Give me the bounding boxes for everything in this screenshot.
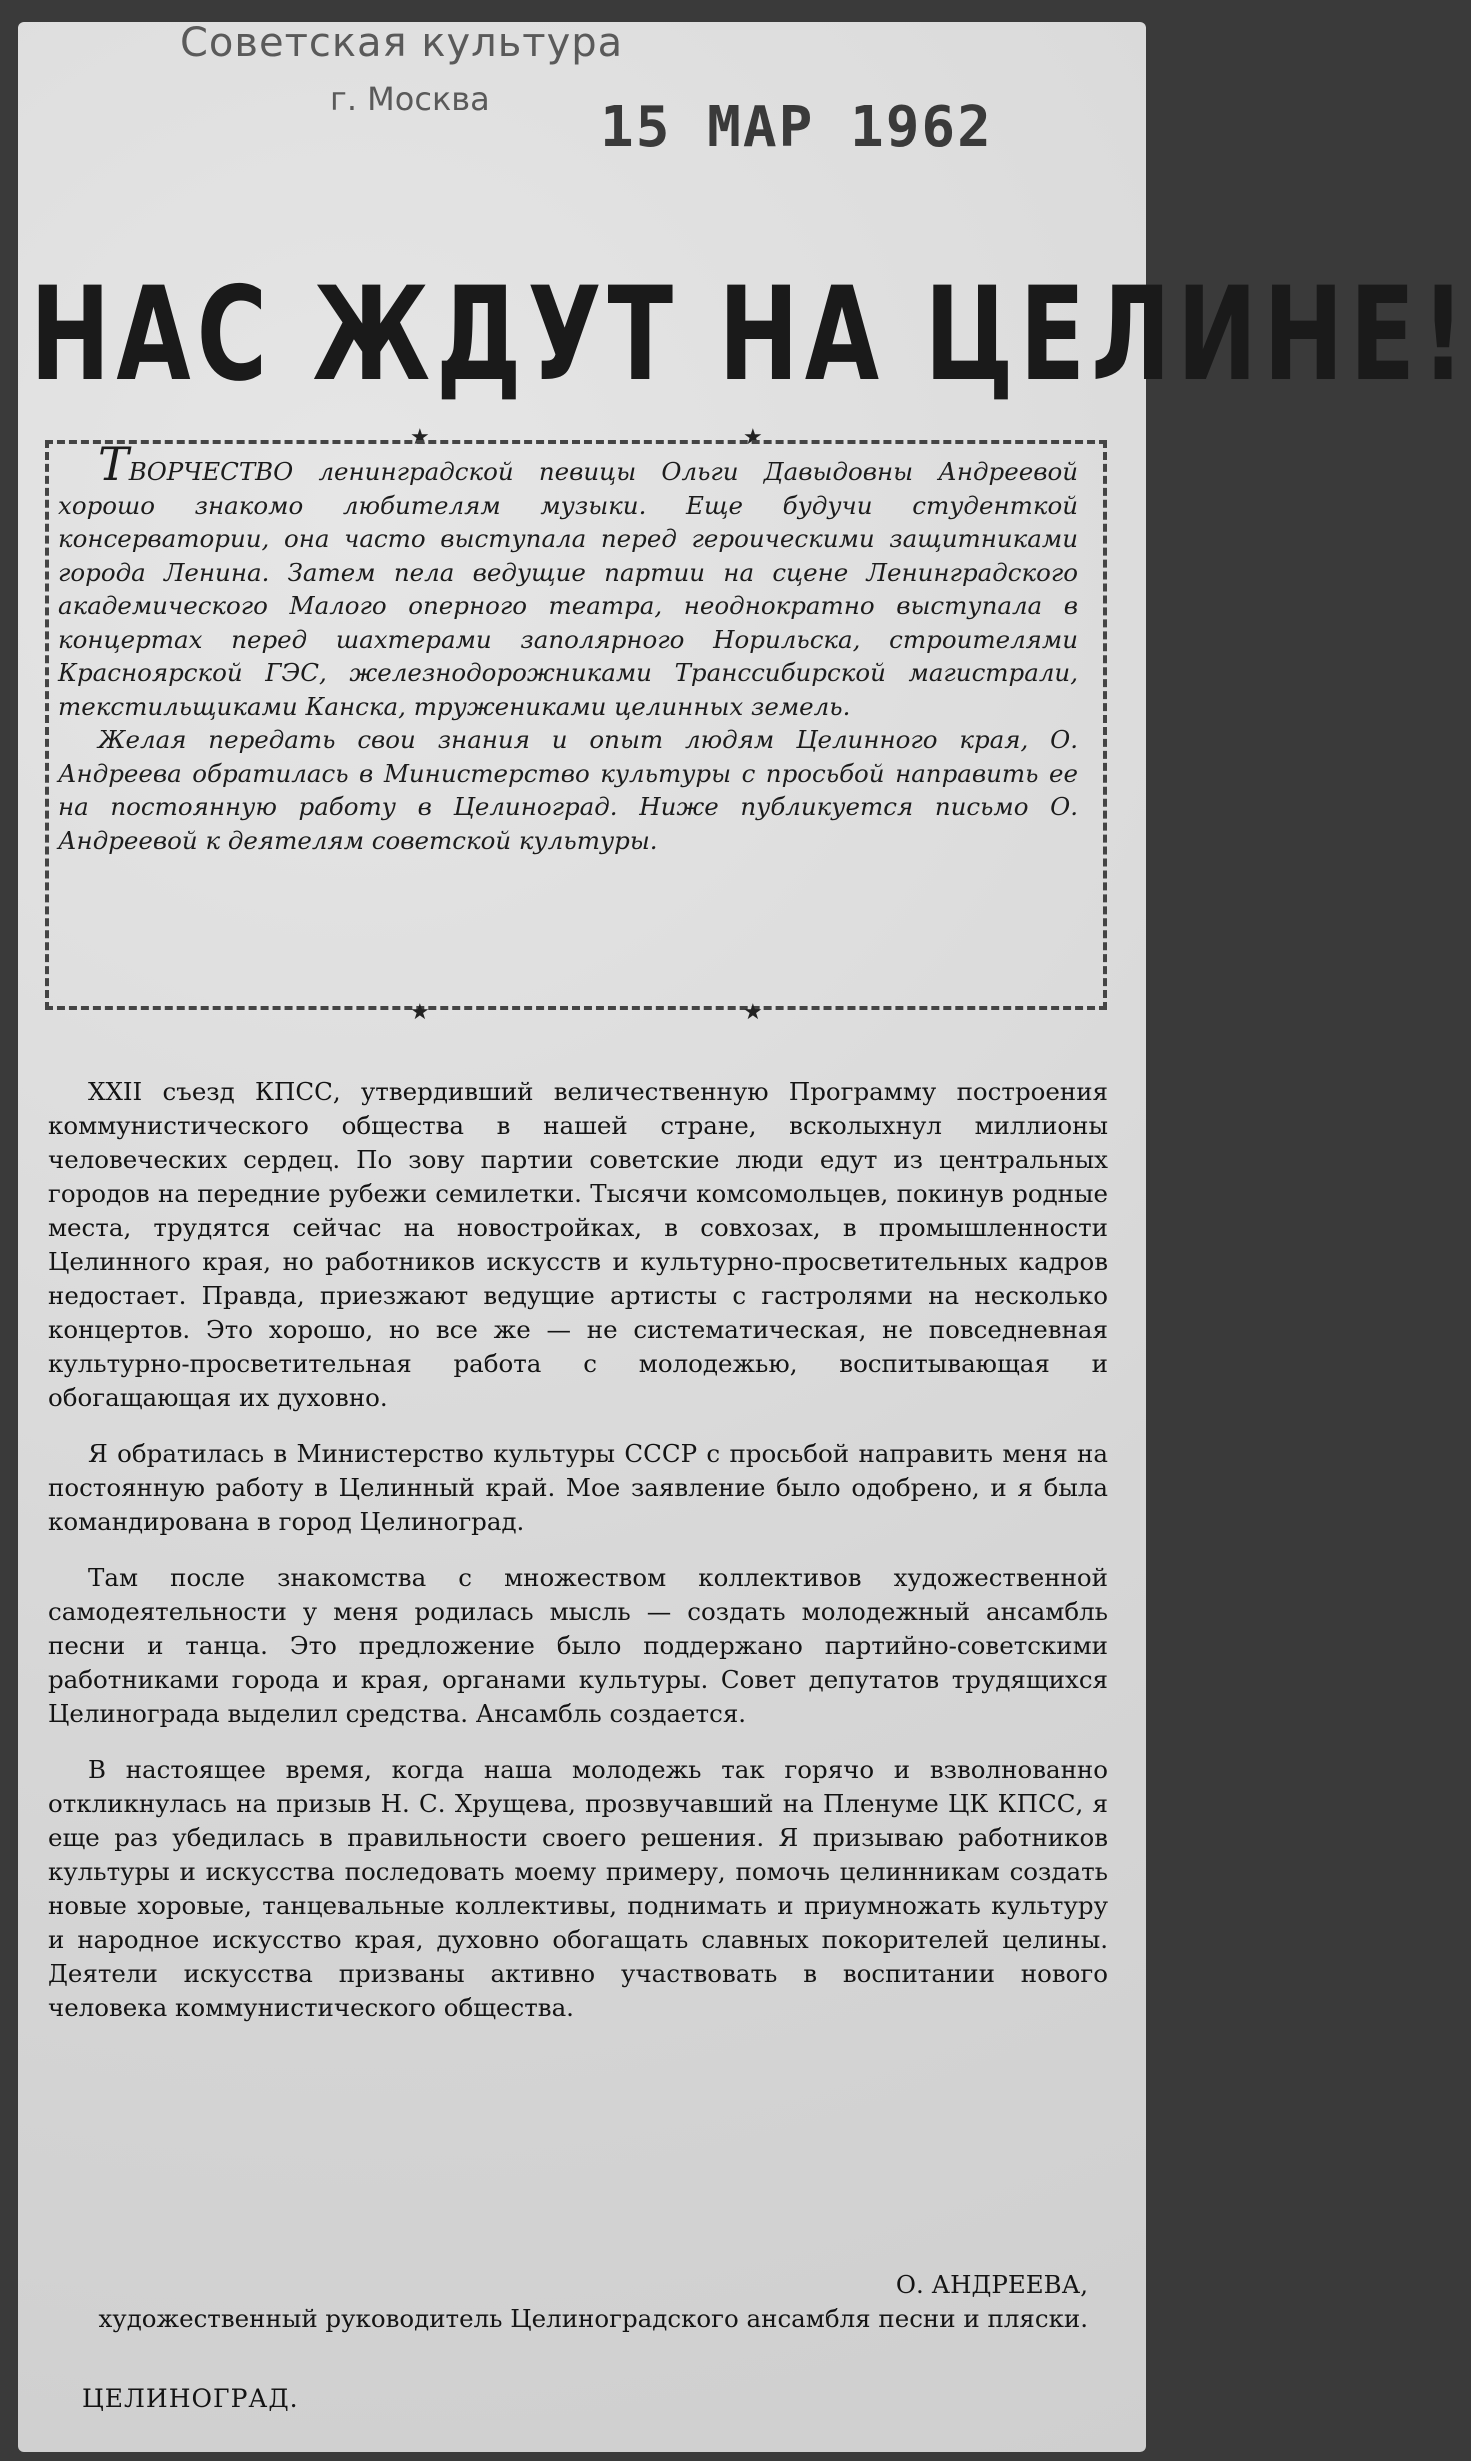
- signature: [48, 2268, 1088, 2336]
- star-ornament-icon: ★: [410, 1000, 430, 1025]
- stamp-date: 15 МАР 1962: [600, 95, 993, 160]
- stamp-newspaper-name: Советская культура: [180, 20, 624, 66]
- intro-text: [58, 437, 1078, 857]
- intro-paragraph: Желая передать свои знания и опыт людям Целинного края, О. Андреева обратилась в Министерство культуры с просьбой направить ее на постоянную работу в Целиноград. Ниже публикуется письмо О. Андреевой к деятелям советской культуры.: [58, 725, 1078, 855]
- body-paragraph: Там после знакомства с множеством коллективов художественной самодеятельности у меня родилась мысль — создать молодежный ансамбль песни и танца. Это предложение было поддержано партийно-советскими работниками города и края, органами культуры. Совет депутатов трудящихся Целинограда выделил средства. Ансамбль создается.: [48, 1563, 1108, 1728]
- body-paragraph: XXII съезд КПСС, утвердивший величественную Программу построения коммунистического общества в нашей стране, всколыхнул миллионы человеческих сердец. По зову партии советские люди едут из центральных городов на передние рубежи семилетки. Тысячи комсомольцев, покинув родные места, трудятся сейчас на новостройках, в совхозах, в промышленности Целинного края, но работников искусств и культурно-просветительных кадров недостает. Правда, приезжают ведущие артисты с гастролями на несколько концертов. Это хорошо, но все же — не систематическая, не повседневная культурно-просветительная работа с молодежью, воспитывающая и обогащающая их духовно.: [48, 1077, 1108, 1412]
- author-name: О. АНДРЕЕВА,: [895, 2270, 1088, 2299]
- headline: НАС ЖДУТ НА ЦЕЛИНЕ!: [30, 258, 1471, 411]
- star-ornament-icon: ★: [743, 1000, 763, 1025]
- star-ornament-icon: ★: [410, 425, 430, 450]
- star-ornament-icon: ★: [743, 425, 763, 450]
- drop-cap: Т: [98, 437, 129, 491]
- author-title: художественный руководитель Целиноградского ансамбля песни и пляски.: [98, 2304, 1088, 2333]
- intro-paragraph: ТВОРЧЕСТВО ленинградской певицы Ольги Давыдовны Андреевой хорошо знакомо любителям музыки. Еще будучи студенткой консерватории, она часто выступала перед героическими защитниками города Ленина. Затем пела ведущие партии на сцене Ленинградского академического Малого оперного театра, неоднократно выступала в концертах перед шахтерами заполярного Норильска, строителями Красноярской ГЭС, железнодорожниками Транссибирской магистрали, текстильщиками Канска, тружениками целинных земель.: [58, 437, 1078, 721]
- stamp-city: г. Москва: [330, 80, 490, 118]
- letter-body: [48, 1075, 1108, 2047]
- dateline: ЦЕЛИНОГРАД.: [82, 2384, 299, 2413]
- body-paragraph: Я обратилась в Министерство культуры СССР с просьбой направить меня на постоянную работу в Целинный край. Мое заявление было одобрено, и я была командирована в город Целиноград.: [48, 1439, 1108, 1536]
- body-paragraph: В настоящее время, когда наша молодежь так горячо и взволнованно откликнулась на призыв Н. С. Хрущева, прозвучавший на Пленуме ЦК КПСС, я еще раз убедилась в правильности своего решения. Я призываю работников культуры и искусства последовать моему примеру, помочь целинникам создать новые хоровые, танцевальные коллективы, поднимать и приумножать культуру и народное искусство края, духовно обогащать славных покорителей целины. Деятели искусства призваны активно участвовать в воспитании нового человека коммунистического общества.: [48, 1755, 1108, 2022]
